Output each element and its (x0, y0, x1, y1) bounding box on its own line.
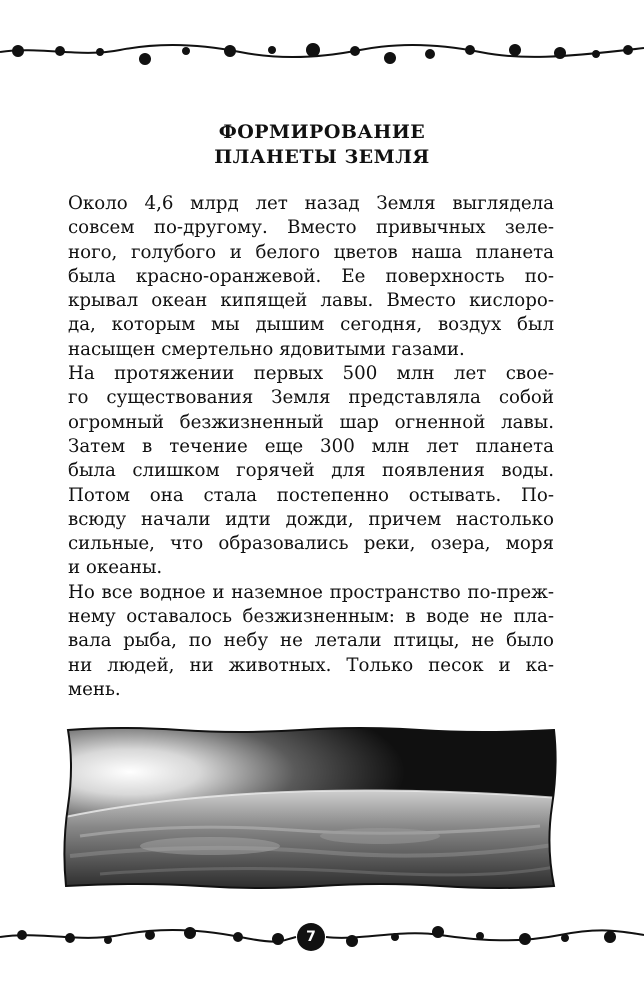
body-line: го существования Земля представляла собой (68, 387, 554, 409)
page-number: 7 (297, 923, 325, 951)
body-line: ни людей, ни животных. Только песок и ка- (68, 654, 554, 676)
body-line: ного, голубого и белого цветов наша планета (68, 241, 554, 263)
body-line: насыщен смертельно ядовитыми газами. (68, 338, 465, 360)
body-line: вала рыба, по небу не летали птицы, не было (68, 630, 554, 652)
top-decorative-border (0, 30, 644, 70)
body-line: Но все водное и наземное пространство по-преж- (68, 581, 554, 603)
body-line: крывал океан кипящей лавы. Вместо кислоро- (68, 290, 554, 312)
body-line: На протяжении первых 500 млн лет свое- (68, 363, 554, 385)
body-line: сильные, что образовались реки, озера, моря (68, 533, 554, 555)
page-title (0, 120, 644, 170)
body-line: была слишком горячей для появления воды. (68, 460, 554, 482)
earth-photo-frame (60, 726, 560, 890)
body-line: совсем по-другому. Вместо привычных зеле- (68, 217, 554, 239)
body-line: да, которым мы дышим сегодня, воздух был (68, 314, 554, 336)
earth-from-space-image (60, 726, 560, 890)
body-line: Потом она стала постепенно остывать. По- (68, 484, 554, 506)
body-line: огромный безжизненный шар огненной лавы. (68, 411, 554, 433)
body-line: мень. (68, 678, 121, 700)
title-line-2: ПЛАНЕТЫ ЗЕМЛЯ (214, 146, 430, 168)
body-line: Около 4,6 млрд лет назад Земля выглядела (68, 193, 554, 214)
body-line: была красно-оранжевой. Ее поверхность по- (68, 265, 554, 287)
body-line: и океаны. (68, 557, 163, 579)
body-line: Затем в течение еще 300 млн лет планета (68, 435, 554, 457)
body-line: всюду начали идти дожди, причем настолько (68, 508, 554, 530)
body-text (68, 192, 554, 702)
body-line: нему оставалось безжизненным: в воде не пла- (68, 606, 554, 628)
title-line-1: ФОРМИРОВАНИЕ (218, 121, 426, 143)
